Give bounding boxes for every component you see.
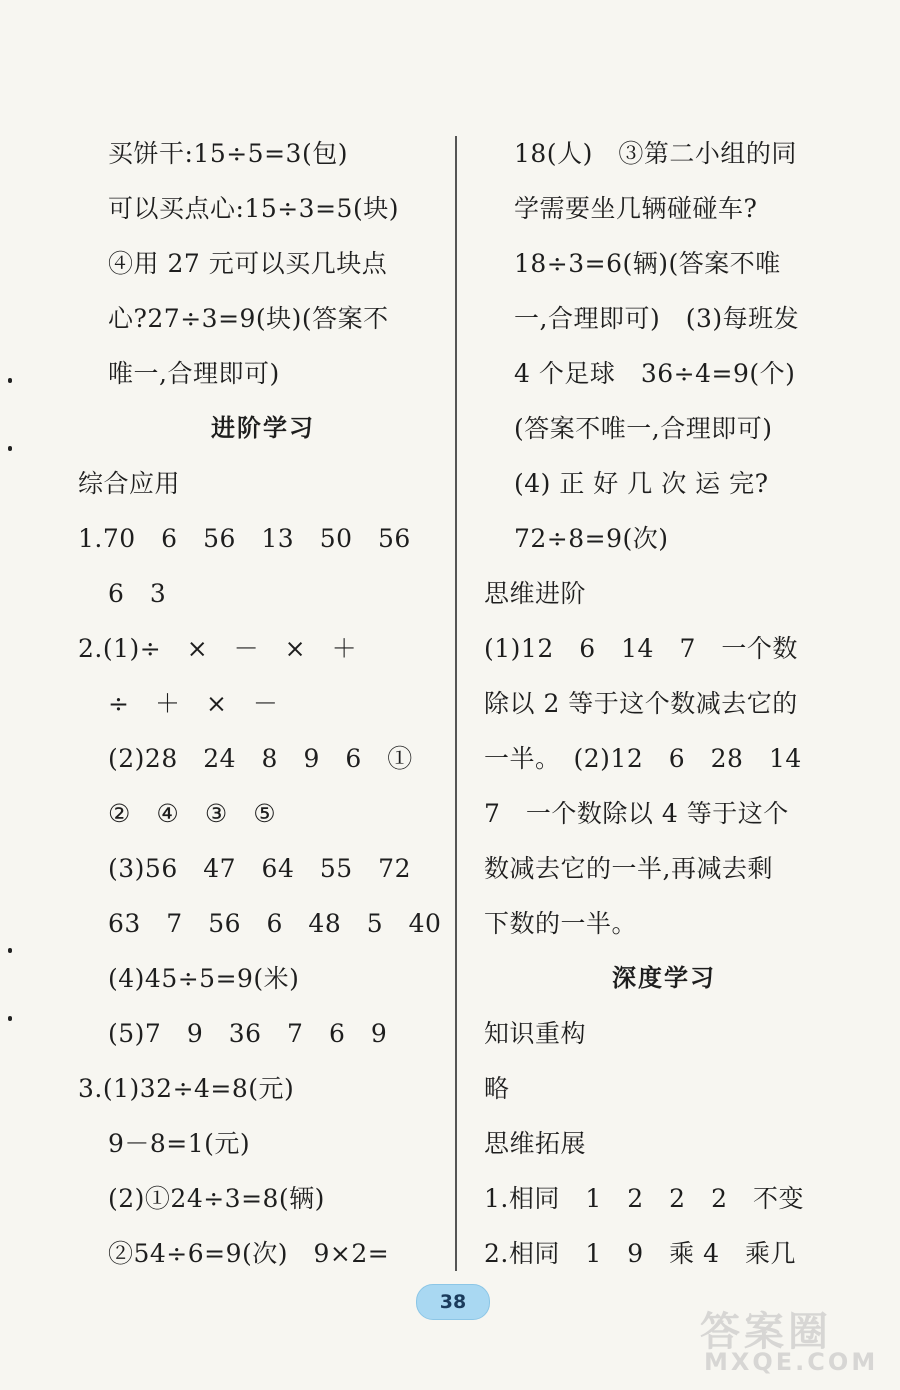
answer-line: 18(人) ③第二小组的同	[514, 139, 797, 168]
margin-dot	[8, 446, 12, 451]
column-divider	[455, 136, 457, 1271]
answer-line: (3)56 47 64 55 72	[108, 854, 411, 883]
section-heading: 进阶学习	[211, 414, 315, 442]
answer-line: 72÷8=9(次)	[514, 524, 669, 553]
page-number-badge: 38	[416, 1284, 490, 1320]
margin-dot	[8, 378, 12, 383]
left-column	[78, 126, 448, 1281]
answer-line: ② ④ ③ ⑤	[108, 799, 277, 828]
answer-line: 1.相同 1 2 2 2 不变	[484, 1184, 804, 1213]
answer-line: 买饼干:15÷5=3(包)	[108, 139, 348, 168]
answer-line: 1.70 6 56 13 50 56	[78, 524, 411, 553]
answer-line: 一半。 (2)12 6 28 14	[484, 744, 802, 773]
watermark-sub-text: MXQE.COM	[704, 1348, 879, 1376]
answer-line: (2)28 24 8 9 6 ①	[108, 744, 413, 773]
section-title: 综合应用	[78, 469, 181, 498]
answer-line: (4) 正 好 几 次 运 完?	[514, 469, 769, 498]
answer-line: 18÷3=6(辆)(答案不唯	[514, 249, 781, 278]
answer-line: 略	[484, 1074, 510, 1103]
answer-line: ②54÷6=9(次) 9×2=	[108, 1239, 390, 1268]
answer-line: (4)45÷5=9(米)	[108, 964, 300, 993]
answer-line: 可以买点心:15÷3=5(块)	[108, 194, 399, 223]
answer-line: 学需要坐几辆碰碰车?	[514, 194, 758, 223]
watermark-logo	[694, 1300, 884, 1380]
right-column	[484, 126, 844, 1281]
answer-line: 2.相同 1 9 乘 4 乘几	[484, 1239, 797, 1268]
margin-dot	[8, 1016, 12, 1021]
answer-line: 6 3	[108, 579, 167, 608]
answer-line: (5)7 9 36 7 6 9	[108, 1019, 388, 1048]
answer-line: 一,合理即可) (3)每班发	[514, 304, 800, 333]
answer-line: (2)①24÷3=8(辆)	[108, 1184, 325, 1213]
answer-line: ÷ ＋ × －	[108, 689, 279, 718]
answer-line: 除以 2 等于这个数减去它的	[484, 689, 798, 718]
answer-line: 63 7 56 6 48 5 40	[108, 909, 442, 938]
answer-line: 9－8=1(元)	[108, 1129, 251, 1158]
answer-line: ④用 27 元可以买几块点	[108, 249, 388, 278]
answer-line: 数减去它的一半,再减去剩	[484, 854, 773, 883]
watermark-main-text: 答案圈	[700, 1309, 832, 1355]
section-heading: 深度学习	[612, 964, 716, 992]
section-title: 思维拓展	[484, 1129, 587, 1158]
answer-line: 2.(1)÷ × － × ＋	[78, 634, 358, 663]
answer-line: 3.(1)32÷4=8(元)	[78, 1074, 295, 1103]
margin-dot	[8, 948, 12, 953]
answer-line: (1)12 6 14 7 一个数	[484, 634, 798, 663]
section-title: 知识重构	[484, 1019, 587, 1048]
section-title: 思维进阶	[484, 579, 587, 608]
answer-line: 4 个足球 36÷4=9(个)	[514, 359, 796, 388]
answer-line: 下数的一半。	[484, 909, 638, 938]
answer-line: (答案不唯一,合理即可)	[514, 414, 773, 443]
answer-line: 唯一,合理即可)	[108, 359, 280, 388]
answer-line: 心?27÷3=9(块)(答案不	[108, 304, 389, 333]
answer-line: 7 一个数除以 4 等于这个	[484, 799, 789, 828]
